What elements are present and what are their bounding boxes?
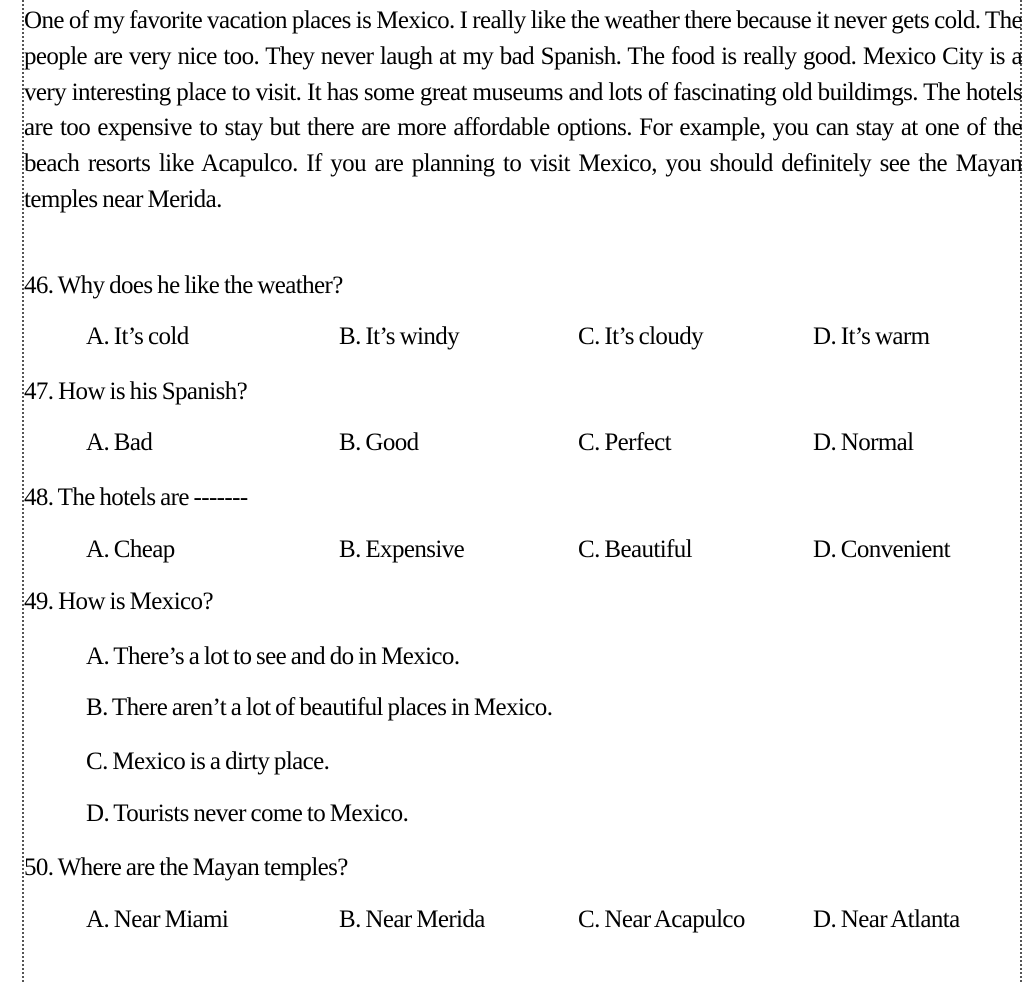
question-50-option-b: B. Near Merida [339, 906, 485, 933]
question-47: 47. How is his Spanish? [24, 378, 248, 405]
question-48-option-c: C. Beautiful [578, 536, 693, 563]
question-49-option-a: A. There’s a lot to see and do in Mexico. [86, 643, 460, 670]
question-49-option-c: C. Mexico is a dirty place. [86, 748, 330, 775]
question-46-option-b: B. It’s windy [339, 323, 460, 350]
question-46-option-c: C. It’s cloudy [578, 323, 704, 350]
question-48-option-d: D. Convenient [813, 536, 951, 563]
question-48: 48. The hotels are ------- [24, 484, 248, 511]
question-46-option-d: D. It’s warm [813, 323, 930, 350]
question-49: 49. How is Mexico? [24, 588, 213, 615]
question-49-option-b: B. There aren’t a lot of beautiful places in Mexico. [86, 694, 553, 721]
question-47-option-c: C. Perfect [578, 429, 671, 456]
question-47-option-a: A. Bad [86, 429, 153, 456]
question-47-option-b: B. Good [339, 429, 419, 456]
question-50-option-d: D. Near Atlanta [813, 906, 960, 933]
question-48-option-a: A. Cheap [86, 536, 175, 563]
question-49-option-d: D. Tourists never come to Mexico. [86, 800, 409, 827]
question-50-option-a: A. Near Miami [86, 906, 229, 933]
question-50-option-c: C. Near Acapulco [578, 906, 745, 933]
question-47-option-d: D. Normal [813, 429, 914, 456]
question-46-option-a: A. It’s cold [86, 323, 189, 350]
reading-passage: One of my favorite vacation places is Mexico. I really like the weather there because it never gets cold. The people are very nice too. They never laugh at my bad Spanish. The food is really good. Mexico City is a very interesting place to visit. It has some great museums and lots of fascinating old buildimgs. The hotels are too expensive to stay but there are more affordable options. For example, you can stay at one of the beach resorts like Acapulco. If you are planning to visit Mexico, you should definitely see the Mayan temples near Merida. [24, 7, 1022, 213]
question-50: 50. Where are the Mayan temples? [24, 854, 348, 881]
question-46: 46. Why does he like the weather? [24, 272, 343, 299]
question-48-option-b: B. Expensive [339, 536, 465, 563]
